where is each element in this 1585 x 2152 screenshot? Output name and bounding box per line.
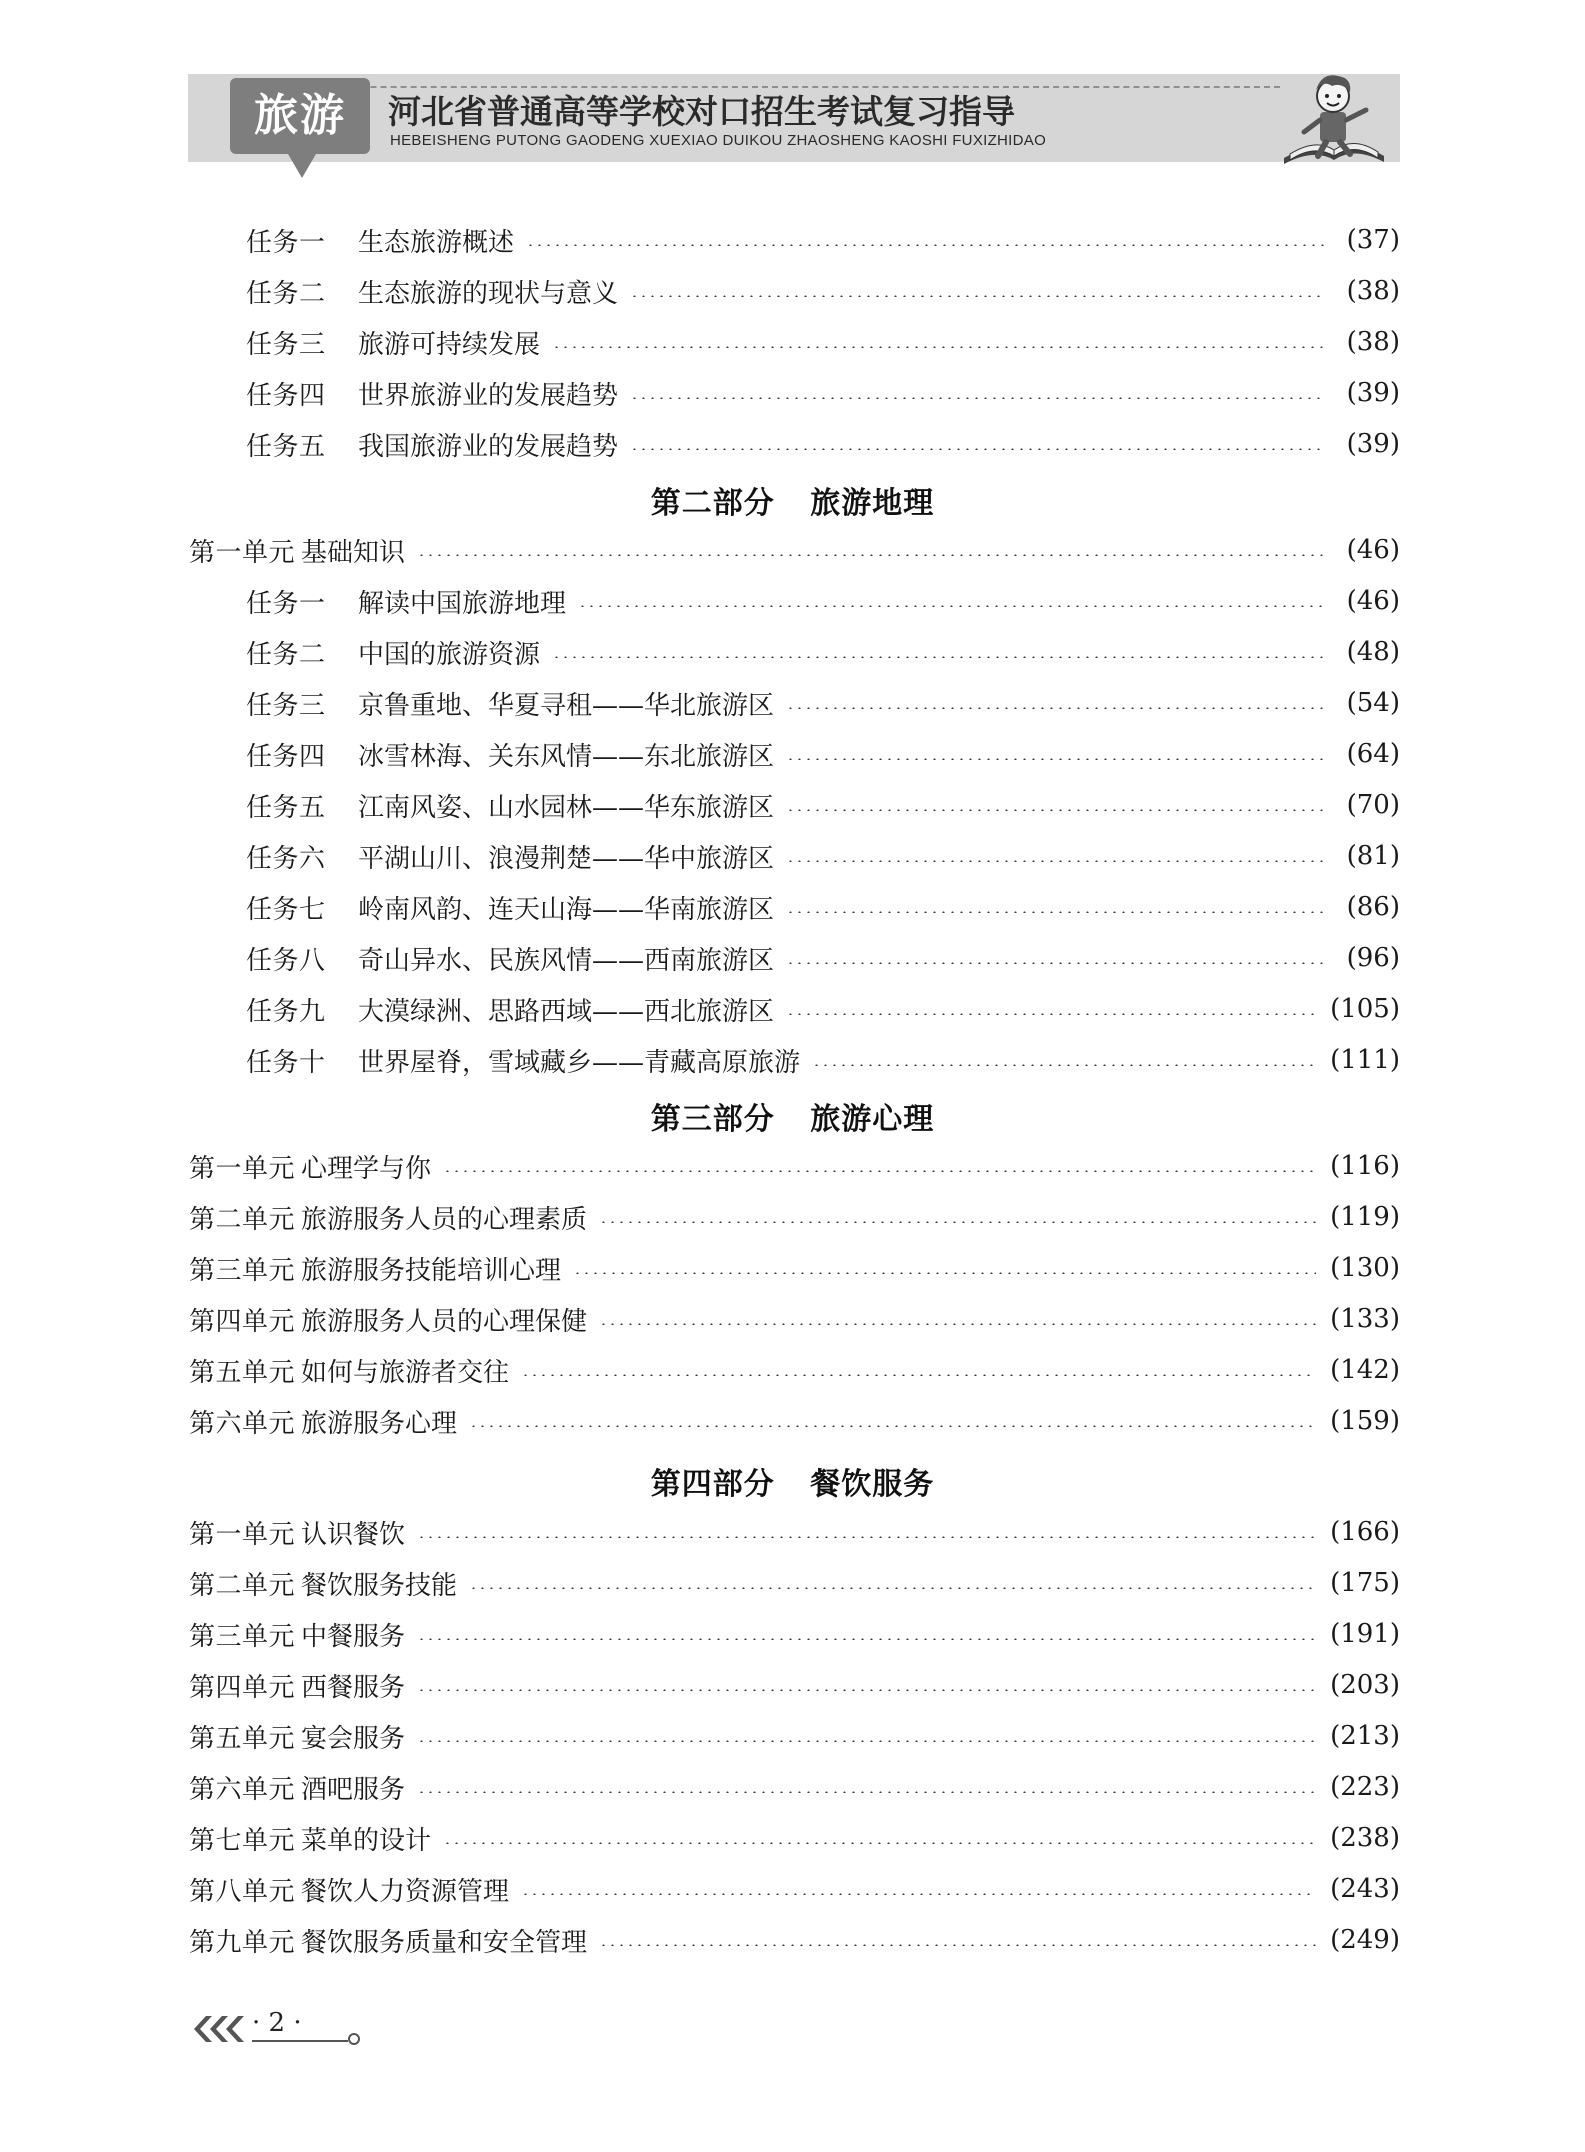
entry-title: 如何与旅游者交往	[301, 1357, 510, 1388]
toc-entry[interactable]	[189, 1665, 1400, 1705]
toc-entry[interactable]	[246, 373, 1400, 413]
reading-boy-icon	[1276, 70, 1388, 166]
entry-number: 任务五	[246, 431, 326, 462]
leader-dots	[417, 1638, 1316, 1640]
leader-dots	[786, 860, 1324, 862]
leader-dots	[630, 295, 1324, 297]
leader-dots	[443, 1170, 1316, 1172]
entry-title: 旅游服务技能培训心理	[301, 1255, 562, 1286]
leader-dots	[599, 1944, 1316, 1946]
entry-page: (38)	[1346, 276, 1400, 306]
subject-tab-pointer	[288, 154, 316, 178]
entry-title: 我国旅游业的发展趋势	[358, 431, 619, 462]
toc-entry[interactable]	[246, 836, 1400, 876]
entry-number: 任务四	[246, 741, 326, 772]
subject-tab: 旅游	[230, 78, 370, 154]
leader-dots	[526, 244, 1324, 246]
entry-number: 第七单元	[189, 1825, 296, 1856]
toc-entry[interactable]	[246, 734, 1400, 774]
section-heading-part2: 第二部分 旅游地理	[650, 486, 935, 521]
entry-title: 岭南风韵、连天山海——华南旅游区	[358, 894, 775, 925]
toc-entry[interactable]	[246, 271, 1400, 311]
leader-dots	[786, 911, 1324, 913]
toc-entry[interactable]	[189, 1248, 1400, 1288]
entry-page: (48)	[1346, 637, 1400, 667]
series-pinyin: HEBEISHENG PUTONG GAODENG XUEXIAO DUIKOU ZHAOSHENG KAOSHI FUXIZHIDAO	[390, 132, 1047, 149]
entry-title: 生态旅游概述	[358, 227, 515, 258]
entry-title: 京鲁重地、华夏寻租——华北旅游区	[358, 690, 775, 721]
leader-dots	[630, 448, 1324, 450]
entry-page: (70)	[1346, 790, 1400, 820]
toc-entry[interactable]	[246, 424, 1400, 464]
entry-number: 第一单元	[189, 1519, 296, 1550]
series-title: 河北省普通高等学校对口招生考试复习指导	[388, 92, 1015, 131]
toc-entry[interactable]	[189, 1818, 1400, 1858]
entry-page: (142)	[1330, 1355, 1400, 1385]
entry-number: 第九单元	[189, 1927, 296, 1958]
toc-entry[interactable]	[246, 683, 1400, 723]
entry-page: (64)	[1346, 739, 1400, 769]
toc-entry[interactable]	[246, 220, 1400, 260]
entry-title: 旅游服务心理	[301, 1408, 458, 1439]
toc-entry[interactable]	[246, 322, 1400, 362]
entry-title: 菜单的设计	[301, 1825, 432, 1856]
leader-dots	[521, 1374, 1316, 1376]
entry-number: 任务十	[246, 1047, 326, 1078]
entry-title: 世界屋脊，雪域藏乡——青藏高原旅游	[358, 1047, 801, 1078]
entry-number: 第四单元	[189, 1672, 296, 1703]
entry-page: (213)	[1330, 1721, 1400, 1751]
entry-number: 第三单元	[189, 1621, 296, 1652]
entry-title: 心理学与你	[301, 1153, 432, 1184]
toc-entry[interactable]	[246, 989, 1400, 1029]
entry-page: (86)	[1346, 892, 1400, 922]
entry-title: 认识餐饮	[301, 1519, 406, 1550]
entry-number: 任务三	[246, 329, 326, 360]
entry-number: 第八单元	[189, 1876, 296, 1907]
entry-page: (96)	[1346, 943, 1400, 973]
entry-title: 餐饮服务质量和安全管理	[301, 1927, 588, 1958]
section-heading-part4: 第四部分 餐饮服务	[650, 1467, 935, 1502]
leader-dots	[443, 1842, 1316, 1844]
toc-entry[interactable]	[246, 938, 1400, 978]
entry-number: 第六单元	[189, 1408, 296, 1439]
entry-number: 任务一	[246, 588, 326, 619]
entry-page: (116)	[1330, 1151, 1400, 1181]
toc-entry[interactable]	[189, 530, 1400, 570]
entry-number: 任务九	[246, 996, 326, 1027]
entry-number: 第五单元	[189, 1357, 296, 1388]
toc-entry[interactable]	[189, 1563, 1400, 1603]
toc-entry[interactable]	[189, 1299, 1400, 1339]
entry-title: 世界旅游业的发展趋势	[358, 380, 619, 411]
entry-page: (175)	[1330, 1568, 1400, 1598]
toc-entry[interactable]	[189, 1716, 1400, 1756]
entry-title: 冰雪林海、关东风情——东北旅游区	[358, 741, 775, 772]
leader-dots	[786, 707, 1324, 709]
entry-page: (238)	[1330, 1823, 1400, 1853]
toc-entry[interactable]	[189, 1869, 1400, 1909]
leader-dots	[812, 1064, 1316, 1066]
entry-title: 生态旅游的现状与意义	[358, 278, 619, 309]
leader-dots	[417, 1689, 1316, 1691]
entry-title: 大漠绿洲、思路西域——西北旅游区	[358, 996, 775, 1027]
toc-entry[interactable]	[189, 1350, 1400, 1390]
leader-dots	[417, 1536, 1316, 1538]
entry-title: 中国的旅游资源	[358, 639, 541, 670]
entry-title: 旅游可持续发展	[358, 329, 541, 360]
entry-number: 任务六	[246, 843, 326, 874]
toc-entry[interactable]	[189, 1146, 1400, 1186]
leader-dots	[417, 1791, 1316, 1793]
entry-number: 任务二	[246, 278, 326, 309]
entry-title: 餐饮人力资源管理	[301, 1876, 510, 1907]
entry-page: (191)	[1330, 1619, 1400, 1649]
entry-title: 基础知识	[301, 537, 406, 568]
entry-number: 任务一	[246, 227, 326, 258]
entry-number: 任务五	[246, 792, 326, 823]
entry-page: (81)	[1346, 841, 1400, 871]
leader-dots	[469, 1587, 1316, 1589]
section-heading-part3: 第三部分 旅游心理	[650, 1102, 935, 1137]
toc-entry[interactable]	[246, 887, 1400, 927]
leader-dots	[521, 1893, 1316, 1895]
toc-entry[interactable]	[189, 1614, 1400, 1654]
leader-dots	[599, 1323, 1316, 1325]
entry-page: (37)	[1346, 225, 1400, 255]
entry-number: 任务二	[246, 639, 326, 670]
leader-dots	[469, 1425, 1316, 1427]
entry-page: (46)	[1346, 535, 1400, 565]
entry-number: 第一单元	[189, 1153, 296, 1184]
leader-dots	[417, 554, 1324, 556]
toc-entry[interactable]	[246, 581, 1400, 621]
entry-page: (46)	[1346, 586, 1400, 616]
entry-page: (105)	[1330, 994, 1400, 1024]
entry-page: (111)	[1330, 1045, 1400, 1075]
entry-number: 第一单元	[189, 537, 296, 568]
toc-entry[interactable]	[246, 785, 1400, 825]
toc-entry[interactable]	[246, 1040, 1400, 1080]
leader-dots	[417, 1740, 1316, 1742]
entry-page: (159)	[1330, 1406, 1400, 1436]
entry-number: 第五单元	[189, 1723, 296, 1754]
entry-title: 宴会服务	[301, 1723, 406, 1754]
toc-entry[interactable]	[189, 1401, 1400, 1441]
entry-page: (130)	[1330, 1253, 1400, 1283]
entry-number: 第六单元	[189, 1774, 296, 1805]
entry-title: 旅游服务人员的心理保健	[301, 1306, 588, 1337]
leader-dots	[786, 809, 1324, 811]
leader-dots	[552, 656, 1324, 658]
toc-entry[interactable]	[189, 1920, 1400, 1960]
entry-page: (249)	[1330, 1925, 1400, 1955]
entry-number: 任务八	[246, 945, 326, 976]
leader-dots	[630, 397, 1324, 399]
entry-title: 餐饮服务技能	[301, 1570, 458, 1601]
leader-dots	[786, 962, 1324, 964]
entry-page: (39)	[1346, 429, 1400, 459]
entry-title: 江南风姿、山水园林——华东旅游区	[358, 792, 775, 823]
entry-number: 第二单元	[189, 1204, 296, 1235]
entry-page: (223)	[1330, 1772, 1400, 1802]
entry-title: 解读中国旅游地理	[358, 588, 567, 619]
toc-entry[interactable]	[189, 1197, 1400, 1237]
entry-number: 任务三	[246, 690, 326, 721]
toc-entry[interactable]	[189, 1767, 1400, 1807]
leader-dots	[573, 1272, 1316, 1274]
entry-page: (119)	[1330, 1202, 1400, 1232]
entry-title: 旅游服务人员的心理素质	[301, 1204, 588, 1235]
leader-dots	[786, 758, 1324, 760]
entry-title: 奇山异水、民族风情——西南旅游区	[358, 945, 775, 976]
entry-number: 第四单元	[189, 1306, 296, 1337]
leader-dots	[786, 1013, 1316, 1015]
entry-page: (243)	[1330, 1874, 1400, 1904]
entry-page: (133)	[1330, 1304, 1400, 1334]
entry-page: (54)	[1346, 688, 1400, 718]
toc-entry[interactable]	[246, 632, 1400, 672]
leader-dots	[578, 605, 1324, 607]
footer-rule	[252, 2040, 348, 2042]
entry-number: 任务四	[246, 380, 326, 411]
entry-number: 第三单元	[189, 1255, 296, 1286]
entry-number: 任务七	[246, 894, 326, 925]
page-number: · 2 ·	[252, 2008, 302, 2038]
entry-number: 第二单元	[189, 1570, 296, 1601]
entry-page: (39)	[1346, 378, 1400, 408]
leader-dots	[599, 1221, 1316, 1223]
entry-page: (203)	[1330, 1670, 1400, 1700]
entry-page: (38)	[1346, 327, 1400, 357]
leader-dots	[552, 346, 1324, 348]
entry-page: (166)	[1330, 1517, 1400, 1547]
entry-title: 西餐服务	[301, 1672, 406, 1703]
footer-circle-ornament	[348, 2033, 360, 2045]
entry-title: 平湖山川、浪漫荆楚——华中旅游区	[358, 843, 775, 874]
toc-entry[interactable]	[189, 1512, 1400, 1552]
entry-title: 酒吧服务	[301, 1774, 406, 1805]
triple-chevron-left-icon	[190, 2014, 250, 2044]
entry-title: 中餐服务	[301, 1621, 406, 1652]
